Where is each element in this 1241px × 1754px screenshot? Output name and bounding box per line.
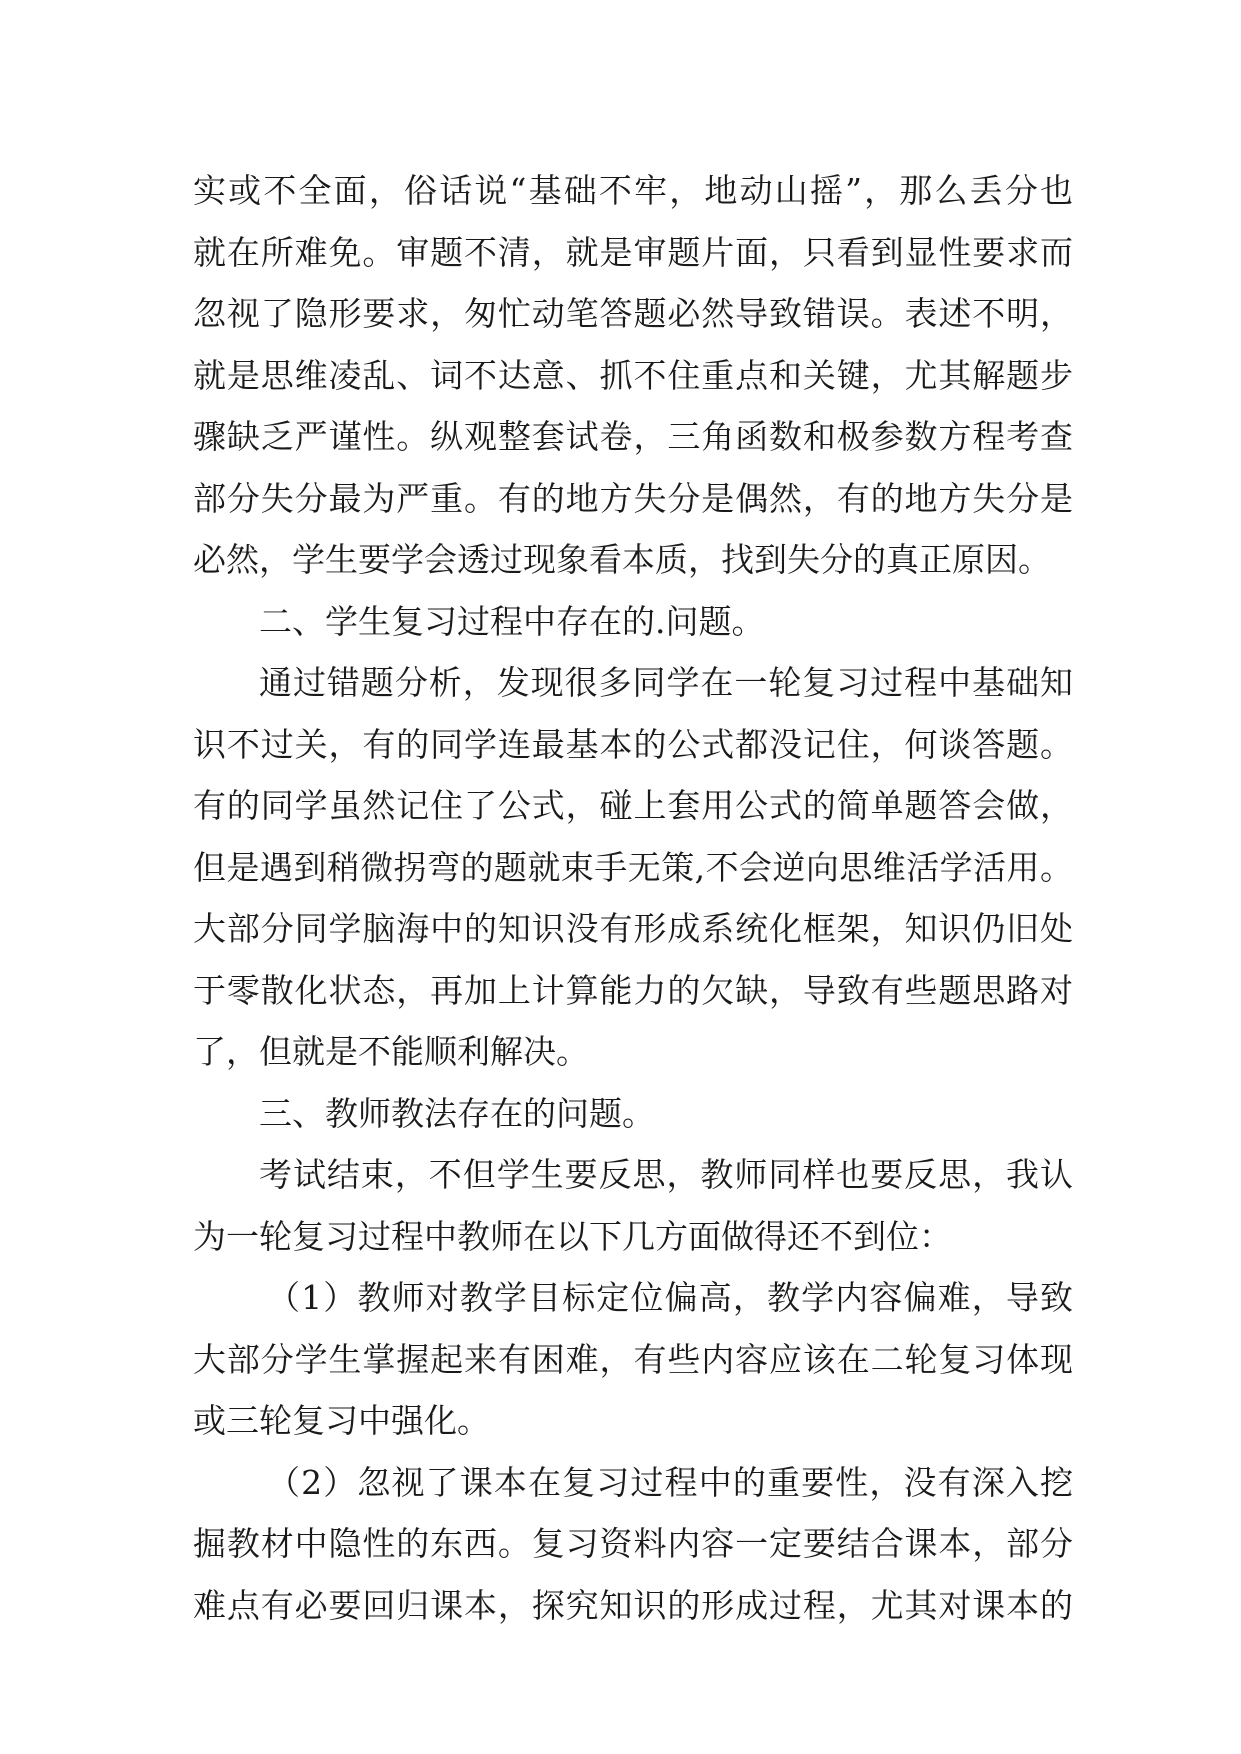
text-line: 必然，学生要学会透过现象看本质，找到失分的真正原因。 [193,540,1051,579]
text-line: 了，但就是不能顺利解决。 [193,1032,589,1071]
text-line: 忽视了隐形要求，匆忙动笔答题必然导致错误。表述不明， [193,294,1073,333]
list-item: （1）教师对教学目标定位偏高，教学内容偏难，导致 [267,1278,1073,1317]
text-line: 为一轮复习过程中教师在以下几方面做得还不到位： [193,1216,952,1256]
text-line: 实或不全面，俗话说“基础不牢，地动山摇”，那么丢分也 [193,171,1073,210]
text-line: 大部分学生掌握起来有困难，有些内容应该在二轮复习体现 [193,1339,1073,1379]
document-body [193,160,1073,1636]
text-line: 骤缺乏严谨性。纵观整套试卷，三角函数和极参数方程考查 [193,417,1073,456]
text-line: 掘教材中隐性的东西。复习资料内容一定要结合课本，部分 [193,1524,1073,1563]
text-line: 或三轮复习中强化。 [193,1401,490,1440]
list-item: （2）忽视了课本在复习过程中的重要性，没有深入挖 [267,1462,1073,1502]
text-line: 就在所难免。审题不清，就是审题片面，只看到显性要求而 [193,232,1073,272]
text-line: 就是思维凌乱、词不达意、抓不住重点和关键，尤其解题步 [193,355,1073,395]
text-line: 识不过关，有的同学连最基本的公式都没记住，何谈答题。 [193,724,1073,764]
section-heading: 二、学生复习过程中存在的.问题。 [259,601,765,641]
text-line: 部分失分最为严重。有的地方失分是偶然，有的地方失分是 [193,478,1073,518]
section-heading: 三、教师教法存在的问题。 [259,1093,655,1133]
text-line: 于零散化状态，再加上计算能力的欠缺，导致有些题思路对 [193,970,1073,1010]
text-line: 难点有必要回归课本，探究知识的形成过程，尤其对课本的 [193,1585,1073,1625]
text-line: 通过错题分析，发现很多同学在一轮复习过程中基础知 [259,663,1073,702]
text-line: 考试结束，不但学生要反思，教师同样也要反思，我认 [259,1155,1073,1194]
text-line: 大部分同学脑海中的知识没有形成系统化框架，知识仍旧处 [193,909,1073,948]
text-line: 有的同学虽然记住了公式，碰上套用公式的简单题答会做， [193,786,1073,825]
text-line: 但是遇到稍微拐弯的题就束手无策,不会逆向思维活学活用。 [193,847,1073,887]
